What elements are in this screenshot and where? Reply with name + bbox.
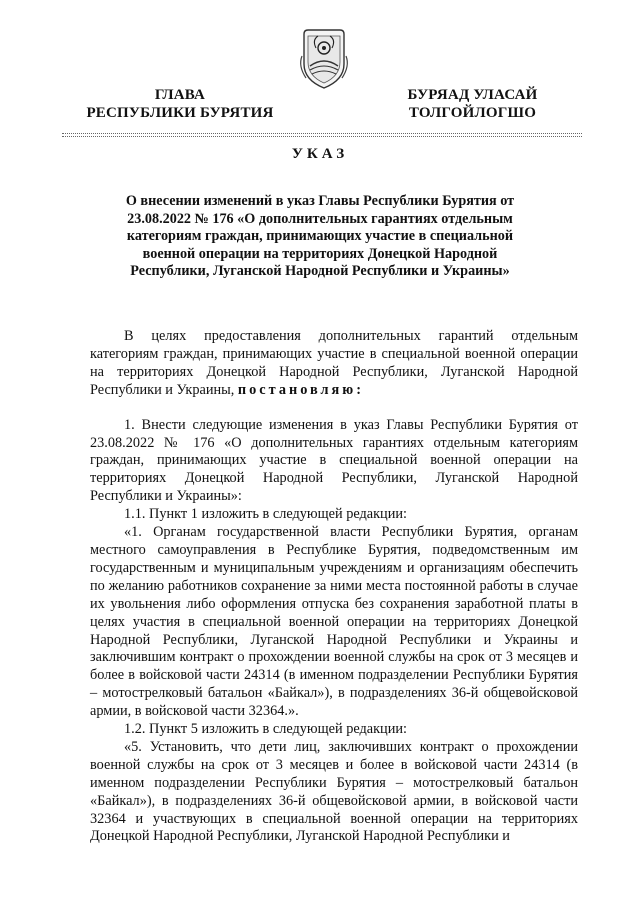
header-right-block: [385, 86, 560, 122]
preamble-text: В целях предоставления дополнительных гарантий отдельным категориям граждан, принимающих участие в специальной военной операции на территориях Донецкой Народной Республики, Луганской Народной Республики и Украины,: [90, 328, 578, 398]
header-right-line1: БУРЯАД УЛАСАЙ: [407, 87, 538, 103]
clause-1-2-text: «5. Установить, что дети лиц, заключивших контракт о прохождении военной службы на срок от 3 месяцев и более в войсковой части 24314 (в именном подразделении Республики Бурятия – мотострелковый батальон «Байкал»), в подразделениях 36-й общевойсковой армии, в войсковой части 32364 и участвующих в специальной военной операции на территориях Донецкой Народной Республики, Луганской Народной Республики и: [90, 738, 578, 845]
decree-word: постановляю:: [237, 381, 364, 398]
preamble-paragraph: [90, 328, 578, 400]
coat-of-arms-icon: [296, 26, 352, 90]
document-title: О внесении изменений в указ Главы Республики Бурятия от 23.08.2022 № 176 «О дополнительных гарантиях отдельным категориям граждан, принимающих участие в специальной военной операции на территориях Донецкой Народной Республики, Луганской Народной Республики и Украины»: [125, 193, 515, 280]
document-type: УКАЗ: [291, 146, 349, 162]
clause-1-1: 1.1. Пункт 1 изложить в следующей редакции:: [124, 506, 407, 523]
clause-1-1-text: «1. Органам государственной власти Республики Бурятия, органам местного самоуправления в Республике Бурятия, подведомственным им государственным и муниципальным учреждениям и организациям обеспечить по желанию работников сохранение за ними места постоянной работы в случае их увольнения либо оформления отпуска без сохранения заработной платы в целях участия в специальной военной операции на территориях Донецкой Народной Республики, Луганской Народной Республики и Украины и заключившим контракт о прохождении военной службы на срок от 3 месяцев и более в войсковой части 24314 (в именном подразделении Республики Бурятия – мотострелковый батальон «Байкал»), в подразделениях 36-й общевойсковой армии, в войсковой части 32364.».: [90, 524, 578, 720]
header-divider-second: [62, 136, 582, 137]
header-left-block: [80, 86, 280, 122]
document-body: [90, 328, 578, 846]
clause-1-2: 1.2. Пункт 5 изложить в следующей редакции:: [124, 721, 407, 738]
clause-1: 1. Внести следующие изменения в указ Главы Республики Бурятия от 23.08.2022 № 176 «О дополнительных гарантиях отдельным категориям граждан, принимающих участие в специальной военной операции на территориях Донецкой Народной Республики, Луганской Народной Республики и Украины»:: [90, 416, 578, 505]
header-divider: [62, 133, 582, 134]
header-right-line2: ТОЛГОЙЛОГШО: [408, 105, 537, 121]
header-left-line1: ГЛАВА: [154, 87, 206, 103]
header-left-line2: РЕСПУБЛИКИ БУРЯТИЯ: [86, 105, 274, 121]
